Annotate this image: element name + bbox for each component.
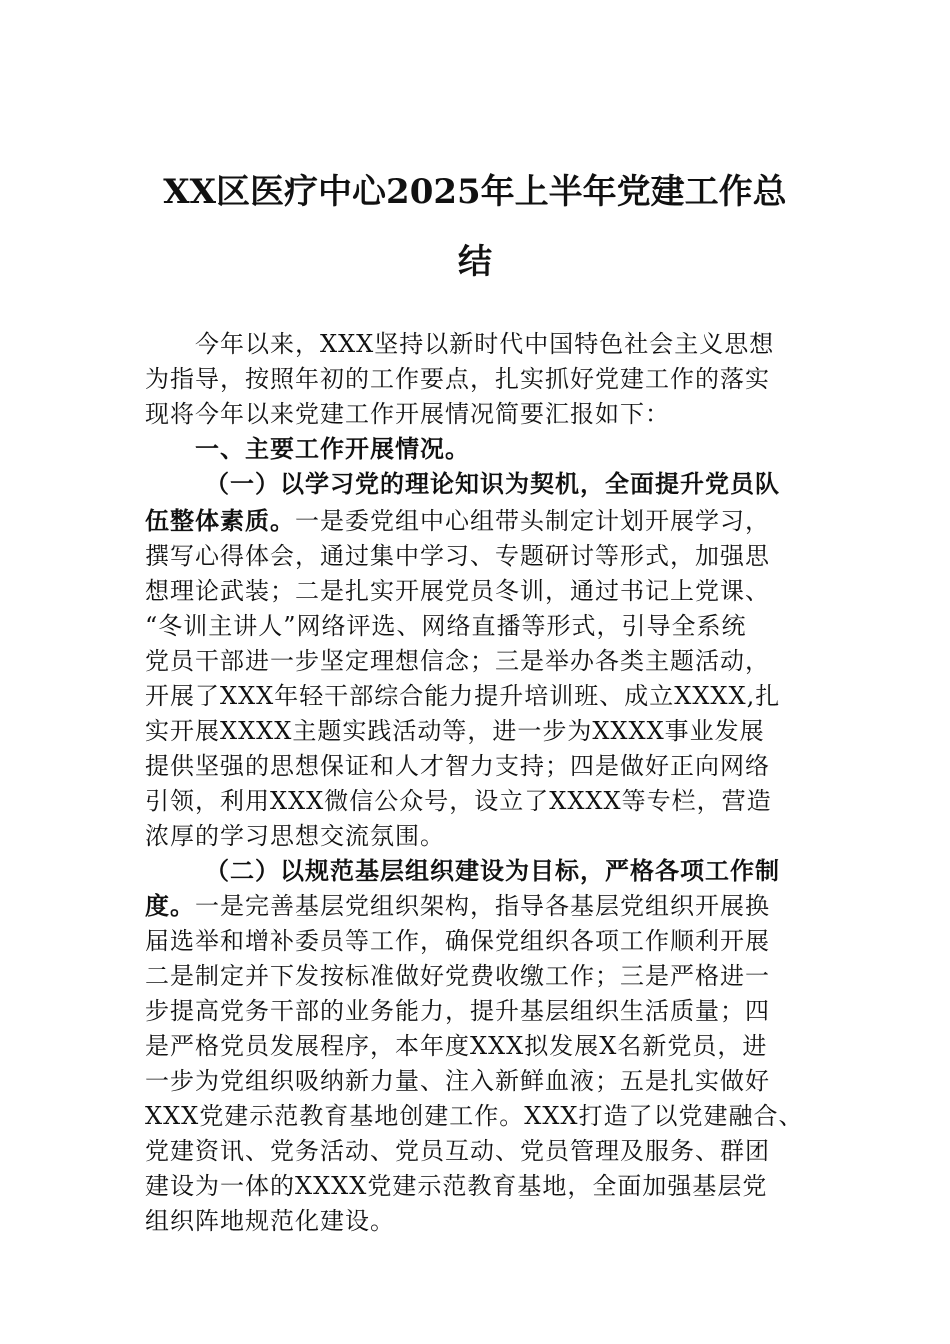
subsection-2-line-9: 建设为一体的XXXX党建示范教育基地，全面加强基层党: [145, 1172, 768, 1200]
intro-line-2: 为指导，按照年初的工作要点，扎实抓好党建工作的落实: [145, 365, 770, 393]
subsection-1-line-4: “冬训主讲人”网络评选、网络直播等形式，引导全系统: [145, 612, 747, 640]
subsection-2-first-line-rest: 一是完善基层党组织架构，指导各基层党组织开展换: [195, 892, 770, 920]
intro-line-3: 现将今年以来党建工作开展情况简要汇报如下：: [145, 400, 670, 428]
subsection-2-heading-tail: 度。: [145, 891, 195, 920]
subsection-1-heading-tail: 伍整体素质。: [145, 506, 295, 535]
subsection-1-line-6: 开展了XXX年轻干部综合能力提升培训班、成立XXXX,扎: [145, 682, 781, 710]
subsection-2-line-7: XXX党建示范教育基地创建工作。XXX打造了以党建融合、: [145, 1102, 804, 1130]
subsection-1-line-8: 提供坚强的思想保证和人才智力支持；四是做好正向网络: [145, 752, 770, 780]
document-title-line1: XX区医疗中心2025年上半年党建工作总: [163, 172, 787, 212]
subsection-2-line-1: [145, 888, 835, 924]
subsection-1-line-3: 想理论武装；二是扎实开展党员冬训，通过书记上党课、: [145, 577, 770, 605]
subsection-2-line-6: 一步为党组织吸纳新力量、注入新鲜血液；五是扎实做好: [145, 1067, 770, 1095]
subsection-2-heading: （二）以规范基层组织建设为目标，严格各项工作制: [205, 856, 780, 885]
subsection-1-line-5: 党员干部进一步坚定理想信念；三是举办各类主题活动，: [145, 647, 770, 675]
subsection-2-line-8: 党建资讯、党务活动、党员互动、党员管理及服务、群团: [145, 1137, 770, 1165]
subsection-2-line-2: 届选举和增补委员等工作，确保党组织各项工作顺利开展: [145, 927, 770, 955]
intro-line-1: 今年以来，XXX坚持以新时代中国特色社会主义思想: [195, 330, 775, 358]
subsection-1-first-line-rest: 一是委党组中心组带头制定计划开展学习，: [295, 507, 770, 535]
section-heading-1: 一、主要工作开展情况。: [195, 435, 470, 463]
subsection-1-line-10: 浓厚的学习思想交流氛围。: [145, 822, 445, 850]
subsection-1-line-7: 实开展XXXX主题实践活动等，进一步为XXXX事业发展: [145, 717, 765, 745]
subsection-2-line-4: 步提高党务干部的业务能力，提升基层组织生活质量；四: [145, 997, 770, 1025]
subsection-1-line-2: 撰写心得体会，通过集中学习、专题研讨等形式，加强思: [145, 542, 770, 570]
subsection-1-line-1: [145, 503, 835, 539]
subsection-2-line-10: 组织阵地规范化建设。: [145, 1207, 395, 1235]
document-title-line2: 结: [458, 242, 492, 282]
subsection-1-heading: （一）以学习党的理论知识为契机，全面提升党员队: [205, 469, 780, 498]
subsection-1-line-9: 引领，利用XXX微信公众号，设立了XXXX等专栏，营造: [145, 787, 772, 815]
subsection-2-line-3: 二是制定并下发按标准做好党费收缴工作；三是严格进一: [145, 962, 770, 990]
subsection-2-line-5: 是严格党员发展程序，本年度XXX拟发展X名新党员，进: [145, 1032, 768, 1060]
